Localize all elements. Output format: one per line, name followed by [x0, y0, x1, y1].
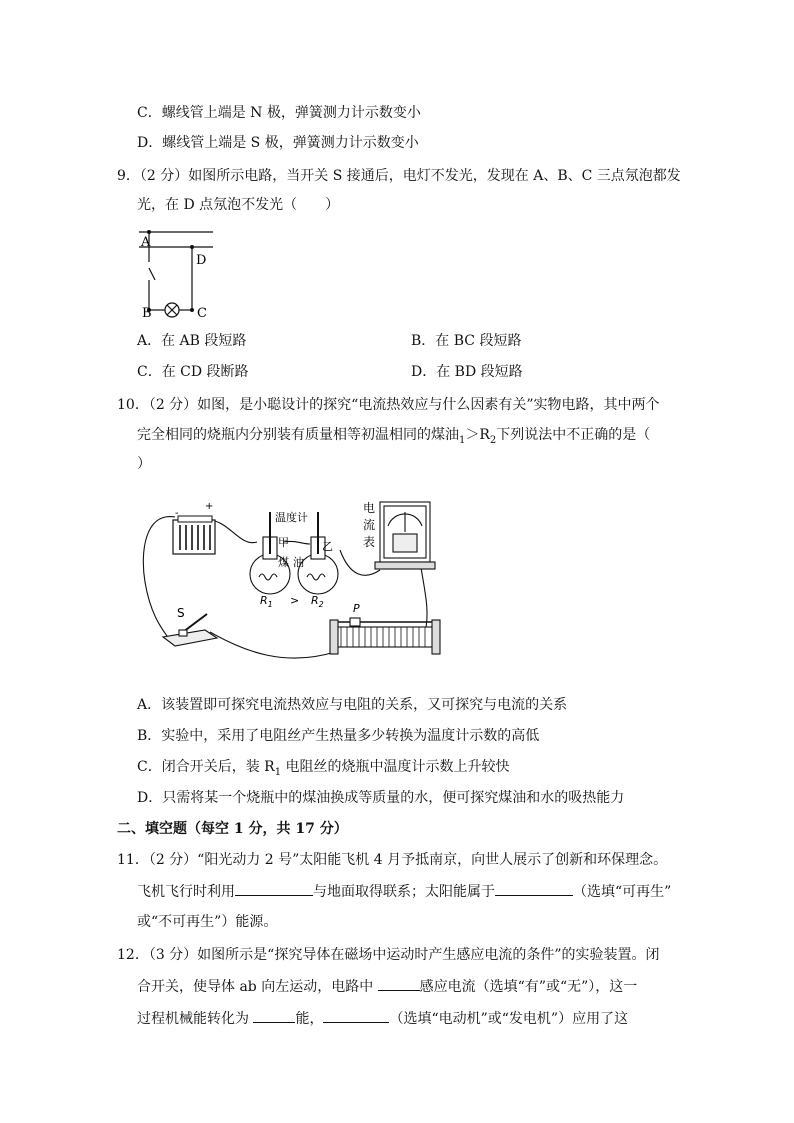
label-ammeter-3: 表: [363, 535, 376, 549]
label-slider-p: P: [353, 602, 360, 615]
q9-stem-line2: 光，在 D 点氖泡不发光（ ）: [137, 197, 340, 213]
label-d: D: [196, 253, 207, 268]
label-ammeter-2: 流: [363, 518, 376, 532]
battery-icon: [173, 501, 215, 554]
label-b: B: [142, 306, 152, 320]
q10-stem-line1: 10．（2 分）如图，是小聪设计的探究“电流热效应与什么因素有关”实物电路，其中两个: [117, 397, 660, 413]
answer-blank[interactable]: [495, 881, 573, 896]
label-r2: $R_2$: [311, 594, 324, 609]
label-r1: $R_1$: [260, 594, 273, 609]
q9-option-b: B．在 BC 段短路: [411, 333, 522, 349]
q8-option-d: D．螺线管上端是 S 极，弹簧测力计示数变小: [137, 135, 419, 151]
label-jia: 甲: [278, 536, 289, 549]
q10-apparatus-figure: [135, 492, 455, 672]
q12-stem-line3: 过程机械能转化为 能， （选填“电动机”或“发电机”）应用了这: [137, 1008, 628, 1029]
label-thermometer: 温度计: [275, 511, 308, 524]
label-kerosene-2: 油: [293, 556, 304, 569]
label-switch-s: S: [177, 606, 185, 620]
q10-stem-line2: 完全相同的烧瓶内分别装有质量相等初温相同的煤油$_1>R_2$下列说法中不正确的是（: [137, 427, 651, 446]
rheostat-icon: [330, 618, 440, 654]
label-ammeter-1: 电: [363, 501, 376, 515]
switch-s: [149, 268, 155, 280]
q12-stem-line1: 12．（3 分）如图所示是“探究导体在磁场中运动时产生感应电流的条件”的实验装置。闭: [117, 947, 660, 963]
q10-option-b: B．实验中，采用了电阻丝产生热量多少转换为温度计示数的高低: [137, 728, 540, 744]
q11-stem-line2: 飞机飞行时利用 与地面取得联系；太阳能属于 （选填“可再生”: [137, 881, 671, 902]
q9-stem-line1: 9．（2 分）如图所示电路，当开关 S 接通后，电灯不发光，发现在 A、B、C 三点氖泡都发: [117, 168, 681, 184]
wire-battery-flask: [210, 520, 257, 543]
section-heading-fill-blank: 二、填空题（每空 1 分，共 17 分）: [117, 821, 348, 837]
label-c: C: [197, 306, 207, 320]
switch-icon: [163, 614, 217, 646]
q12-stem-line2: 合开关，使导体 ab 向左运动，电路中 感应电流（选填“有”或“无”），这一: [137, 976, 637, 997]
q10-option-c: C．闭合开关后，装 $R_1$ 电阻丝的烧瓶中温度计示数上升较快: [137, 759, 510, 778]
label-yi: 乙: [322, 540, 333, 553]
q9-option-c: C．在 CD 段断路: [137, 364, 249, 380]
q11-stem-line3: 或“不可再生”）能源。: [137, 914, 278, 930]
answer-blank[interactable]: [323, 1008, 389, 1023]
ammeter-icon: [375, 502, 435, 569]
wire-switch-rheostat: [210, 632, 335, 658]
battery-minus: -: [175, 508, 179, 519]
flask-yi: [298, 512, 338, 594]
battery-plus: +: [205, 501, 214, 512]
label-kerosene-1: 煤: [278, 556, 289, 569]
q11-stem-line1: 11．（2 分）“阳光动力 2 号”太阳能飞机 4 月予抵南京，向世人展示了创新和环保理念。: [117, 852, 668, 868]
label-gt: >: [290, 594, 300, 607]
q9-option-a: A．在 AB 段短路: [137, 333, 247, 349]
q8-option-c: C．螺线管上端是 N 极，弹簧测力计示数变小: [137, 105, 421, 121]
wire-battery-switch: [143, 517, 175, 640]
q10-stem-line3: ）: [137, 456, 151, 472]
q9-option-d: D．在 BD 段短路: [411, 364, 523, 380]
answer-blank[interactable]: [235, 881, 313, 896]
answer-blank[interactable]: [253, 1008, 295, 1023]
q10-option-a: A．该装置即可探究电流热效应与电阻的关系，又可探究与电流的关系: [137, 697, 568, 713]
q10-option-d: D．只需将某一个烧瓶中的煤油换成等质量的水，便可探究煤油和水的吸热能力: [137, 790, 625, 806]
label-a: A: [141, 235, 151, 250]
flask-jia: [250, 512, 290, 594]
answer-blank[interactable]: [378, 976, 420, 991]
q9-circuit-figure: [135, 222, 220, 320]
